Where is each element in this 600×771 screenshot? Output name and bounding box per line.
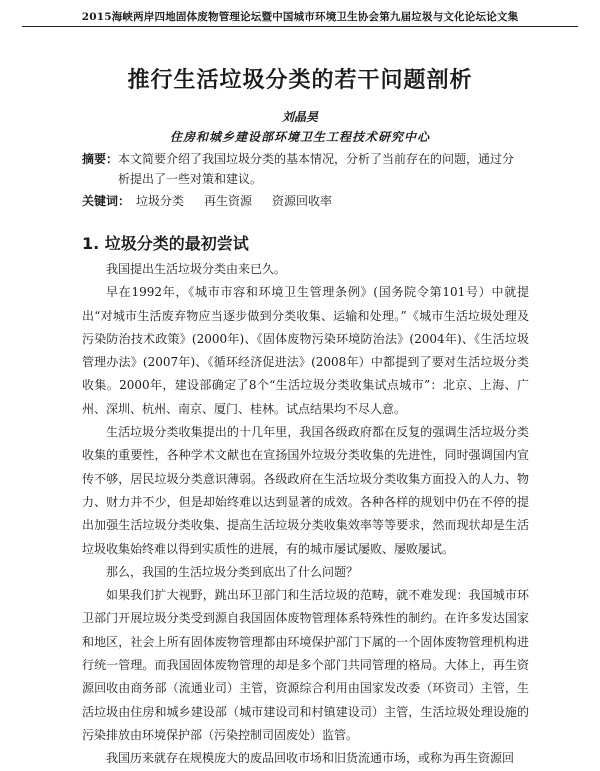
paragraph: 我国历来就存在规模庞大的废品回收市场和旧货流通市场，或称为再生资源回 <box>106 751 515 766</box>
abstract-text-1: 本文简要介绍了我国垃圾分类的基本情况，分析了当前存在的问题，通过分 <box>118 152 515 166</box>
section-body <box>82 258 529 771</box>
paragraph: 如果我们扩大视野，跳出环卫部门和生活垃圾的范畴，就不难发现：我国城市环卫部门开展垃圾分类受到源自我国固体废物管理体系特殊性的制约。在许多发达国家和地区，社会上所有固体废物管理都由环境保护部门下属的一个固体废物管理机构进行统一管理。而我国固体废物管理的却是多个部门共同管理的格局。大体上，再生资源回收由商务部（流通业司）主管，资源综合利用由国家发改委（环资司）主管，生活垃圾由住房和城乡建设部（城市建设司和村镇建设司）主管，生活垃圾处理设施的污染排放由环境保护部（污染控制司固废处）监管。 <box>82 588 529 742</box>
affiliation: 住房和城乡建设部环境卫生工程技术研究中心 <box>169 130 430 144</box>
keyword: 垃圾分类 <box>136 194 185 208</box>
keywords <box>82 191 532 211</box>
abstract-label: 摘要： <box>82 152 119 166</box>
running-head: 2015海峡两岸四地固体废物管理论坛暨中国城市环境卫生协会第九届垃圾与文化论坛论文集 <box>81 11 519 23</box>
author: 刘晶昊 <box>281 110 318 124</box>
paper-title: 推行生活垃圾分类的若干问题剖析 <box>127 68 473 93</box>
paragraph: 生活垃圾分类收集提出的十几年里，我国各级政府都在反复的强调生活垃圾分类收集的重要性，各种学术文献也在宣扬国外垃圾分类收集的先进性，同时强调国内宣传不够，居民垃圾分类意识薄弱。各级政府在生活垃圾分类收集方面投入的人力、物力、财力并不少，但是却始终难以达到显著的成效。各种各样的规划中仍在不停的提出加强生活垃圾分类收集、提高生活垃圾分类收集效率等等要求，然而现状却是生活垃圾收集始终难以得到实质性的进展，有的城市屡试屡败、屡败屡试。 <box>82 425 529 556</box>
abstract-line-2: 析提出了一些对策和建议。 <box>118 172 263 186</box>
paragraph: 那么，我国的生活垃圾分类到底出了什么问题？ <box>106 564 359 579</box>
keyword: 资源回收率 <box>272 194 333 208</box>
paragraph: 我国提出生活垃圾分类由来已久。 <box>106 262 287 276</box>
abstract <box>82 149 532 189</box>
abstract-line-1 <box>82 149 532 169</box>
keywords-label: 关键词： <box>82 194 131 208</box>
header-rule <box>22 26 578 27</box>
keyword: 再生资源 <box>204 194 253 208</box>
paragraph: 早在1992年，《城市市容和环境卫生管理条例》(国务院令第101号）中就提出“对城市生活废弃物应当逐步做到分类收集、运输和处理。”《城市生活垃圾处理及污染防治技术政策》(2000年)、《固体废物污染环境防治法》(2004年)、《生活垃圾管理办法》(2007年)、《循环经济促进法》(2008年）中都提到了要对生活垃圾分类收集。2000年，建设部确定了8个“生活垃圾分类收集试点城市”：北京、上海、广州、深圳、杭州、南京、厦门、桂林。试点结果均不尽人意。 <box>82 285 529 416</box>
section-heading: 1. 垃圾分类的最初尝试 <box>82 234 249 253</box>
